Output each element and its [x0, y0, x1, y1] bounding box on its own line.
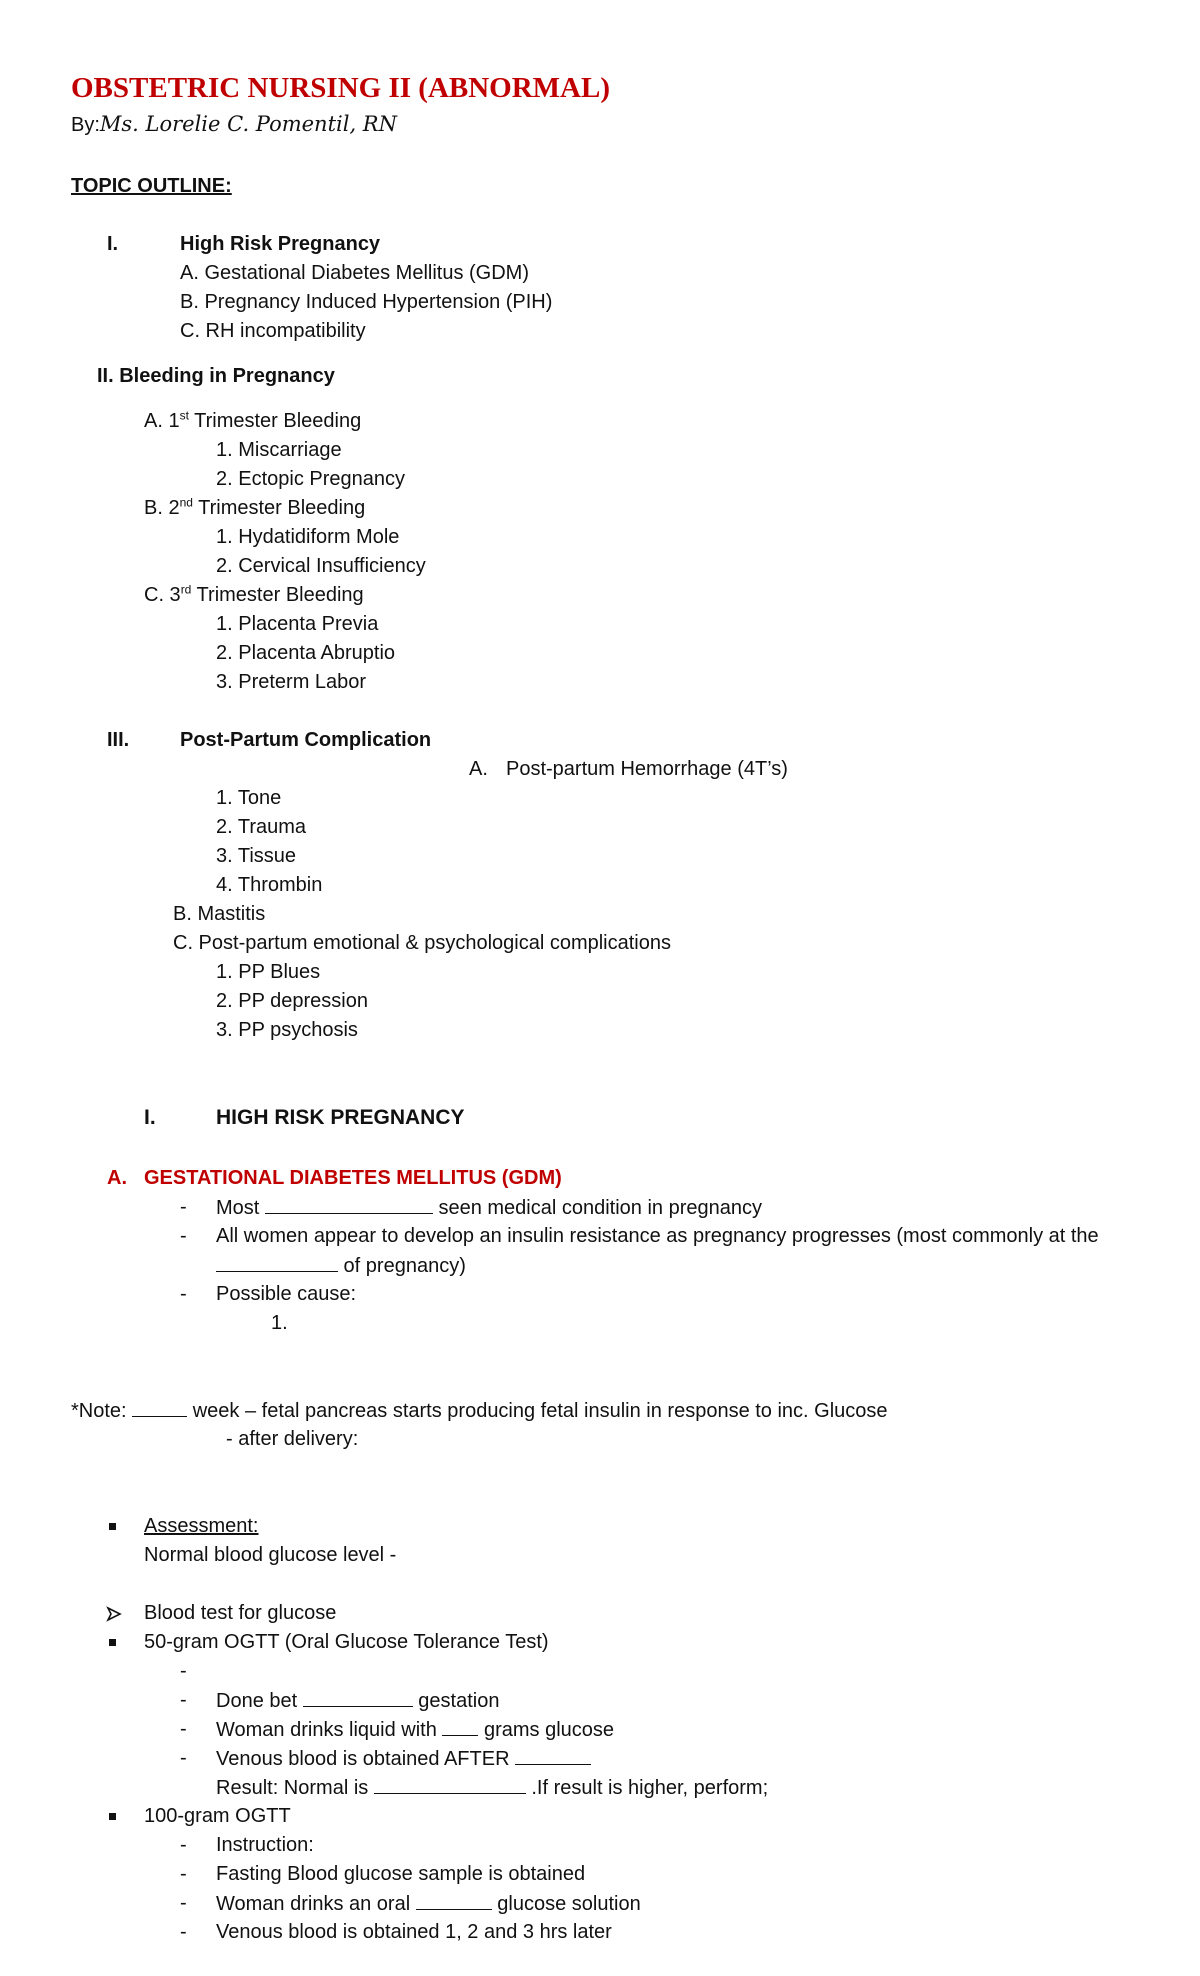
fill-line: Result: Normal is .If result is higher, perform; [216, 1773, 768, 1802]
note-line: *Note: week – fetal pancreas starts producing fetal insulin in response to inc. Glucose [71, 1396, 888, 1425]
outline-item: C. RH incompatibility [180, 320, 366, 342]
outline-subitem: 4. Thrombin [216, 874, 323, 896]
outline-sec1-title: High Risk Pregnancy [180, 233, 381, 255]
outline-item: Post-partum Hemorrhage (4T’s) [506, 758, 788, 780]
numbered-item: 1. [271, 1312, 288, 1334]
outline-sec3-num: III. [107, 729, 130, 751]
fill-line: Most seen medical condition in pregnancy [216, 1193, 762, 1222]
outline-sec1-num: I. [107, 233, 119, 255]
outline-subitem: 3. Tissue [216, 845, 297, 867]
dash-bullet: - [180, 1921, 187, 1943]
outline-subitem: 2. Placenta Abruptio [216, 642, 396, 664]
byline [71, 110, 397, 139]
fill-line: Done bet gestation [216, 1686, 499, 1715]
blank-line [132, 1396, 187, 1417]
dash-bullet: - [180, 1863, 187, 1885]
text-line: 100-gram OGTT [144, 1805, 291, 1827]
blank-line [374, 1773, 526, 1794]
fill-line: Woman drinks an oral glucose solution [216, 1889, 641, 1918]
dash-bullet: - [180, 1689, 187, 1711]
dash-bullet: - [180, 1747, 187, 1769]
square-bullet-icon [109, 1628, 116, 1656]
document-title: OBSTETRIC NURSING II (ABNORMAL) [71, 72, 610, 104]
text-line: Fasting Blood glucose sample is obtained [216, 1863, 586, 1885]
text-line: All women appear to develop an insulin resistance as pregnancy progresses (most commonly at the [216, 1225, 1099, 1247]
outline-subitem: 2. Cervical Insufficiency [216, 555, 426, 577]
outline-subitem: 2. Trauma [216, 816, 307, 838]
outline-item: A. Gestational Diabetes Mellitus (GDM) [180, 262, 530, 284]
outline-subitem: 2. PP depression [216, 990, 368, 1012]
section-num: I. [144, 1106, 156, 1129]
blank-line [515, 1744, 591, 1765]
assessment-heading: Assessment: [144, 1515, 259, 1537]
fill-line: Venous blood is obtained AFTER [216, 1744, 591, 1773]
square-bullet-icon [109, 1802, 116, 1830]
fill-line: of pregnancy) [216, 1251, 466, 1280]
blank-line [303, 1686, 413, 1707]
text-line: Blood test for glucose [144, 1602, 337, 1624]
blank-line [442, 1715, 478, 1736]
outline-subitem: 3. Preterm Labor [216, 671, 367, 693]
blank-line [416, 1889, 492, 1910]
dash-bullet: - [180, 1660, 187, 1682]
outline-item: C. 3rd Trimester Bleeding [144, 582, 364, 606]
outline-sec3-title: Post-Partum Complication [180, 729, 432, 751]
dash-bullet: - [180, 1225, 187, 1247]
text-line: Possible cause: [216, 1283, 357, 1305]
text-line: Venous blood is obtained 1, 2 and 3 hrs later [216, 1921, 612, 1943]
fill-line: Woman drinks liquid with grams glucose [216, 1715, 614, 1744]
outline-item: C. Post-partum emotional & psychological complications [173, 932, 671, 954]
dash-bullet: - [180, 1196, 187, 1218]
outline-subitem: 3. PP psychosis [216, 1019, 358, 1041]
text-line: Normal blood glucose level - [144, 1544, 397, 1566]
dash-bullet: - [180, 1834, 187, 1856]
square-bullet-icon [109, 1512, 116, 1540]
dash-bullet: - [180, 1283, 187, 1305]
outline-subitem: 1. PP Blues [216, 961, 321, 983]
outline-heading: TOPIC OUTLINE: [71, 175, 232, 197]
outline-item: B. Mastitis [173, 903, 266, 925]
outline-subitem: 1. Placenta Previa [216, 613, 379, 635]
section-title: HIGH RISK PREGNANCY [216, 1106, 465, 1129]
outline-subitem: 1. Hydatidiform Mole [216, 526, 400, 548]
arrow-bullet-icon [105, 1599, 123, 1627]
text-line: Instruction: [216, 1834, 314, 1856]
outline-sec2-title: II. Bleeding in Pregnancy [97, 365, 335, 387]
dash-bullet: - [180, 1718, 187, 1740]
outline-subitem: 1. Tone [216, 787, 282, 809]
dash-bullet: - [180, 1892, 187, 1914]
subsection-title: GESTATIONAL DIABETES MELLITUS (GDM) [144, 1167, 562, 1189]
outline-item: B. 2nd Trimester Bleeding [144, 495, 366, 519]
outline-subitem: 1. Miscarriage [216, 439, 342, 461]
outline-subitem: 2. Ectopic Pregnancy [216, 468, 405, 490]
outline-item: B. Pregnancy Induced Hypertension (PIH) [180, 291, 553, 313]
blank-line [216, 1251, 338, 1272]
subsection-num: A. [107, 1167, 127, 1189]
outline-item: A. 1st Trimester Bleeding [144, 408, 362, 432]
blank-line [265, 1193, 433, 1214]
outline-item-num: A. [469, 758, 488, 780]
text-line: 50-gram OGTT (Oral Glucose Tolerance Test) [144, 1631, 549, 1653]
by-label: By: [71, 114, 100, 136]
author-name: Ms. Lorelie C. Pomentil, RN [99, 112, 397, 136]
note-after: - after delivery: [226, 1428, 359, 1450]
